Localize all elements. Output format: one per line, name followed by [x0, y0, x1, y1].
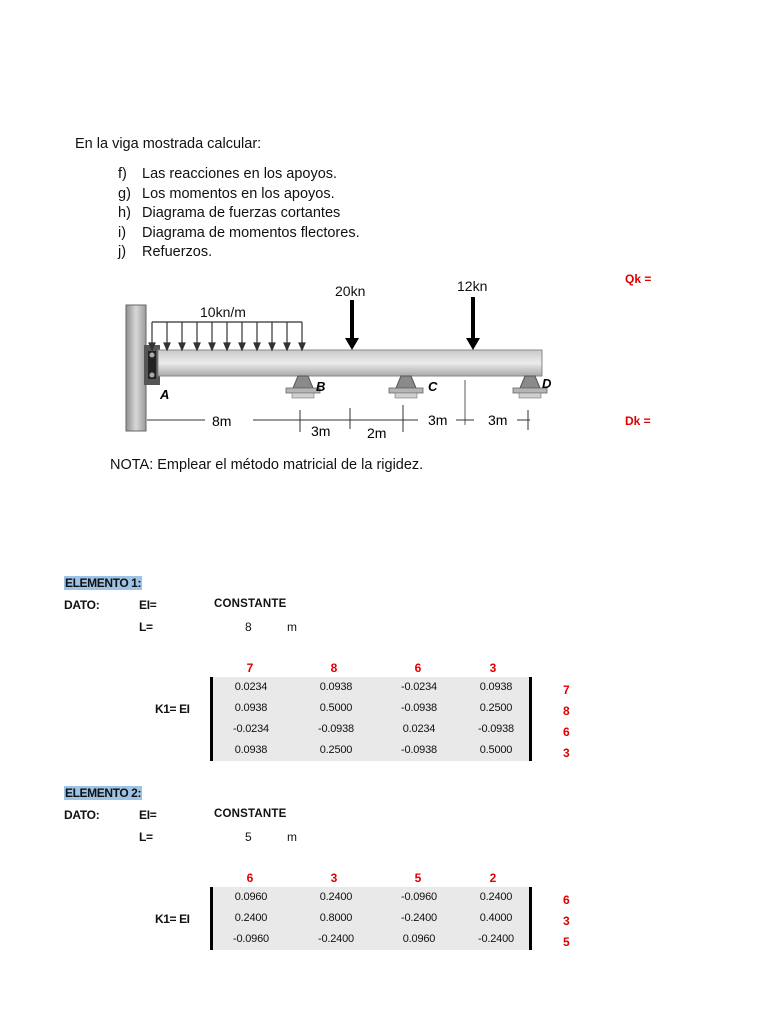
item-text: Los momentos en los apoyos.: [142, 185, 335, 202]
support-b: [286, 376, 320, 398]
load-arrow-head: [299, 343, 305, 350]
matrix-cell: -0.0938: [401, 702, 437, 714]
list-item: [118, 204, 360, 224]
load-arrow-head: [164, 343, 170, 350]
problem-intro: En la viga mostrada calcular:: [75, 136, 262, 152]
matrix-cell: 0.0960: [402, 933, 436, 945]
matrix-cell: 0.0938: [234, 744, 268, 756]
matrix-cell: -0.0960: [401, 891, 437, 903]
matrix-cell: 0.5000: [479, 744, 513, 756]
element-2-l-label: L=: [139, 830, 153, 844]
matrix-cell: -0.0234: [401, 681, 437, 693]
matrix-cell: -0.0938: [318, 723, 354, 735]
matrix-cell: -0.0938: [401, 744, 437, 756]
matrix-cell: 0.4000: [479, 912, 513, 924]
element-2-row-label: 5: [563, 935, 570, 949]
list-item: [118, 224, 360, 244]
point-load-12kn: [466, 297, 480, 350]
dim-3m-a: 3m: [311, 423, 331, 439]
matrix-cell: 0.2500: [319, 744, 353, 756]
dk-label: Dk =: [625, 414, 651, 428]
matrix-cell: 0.0960: [234, 891, 268, 903]
matrix-cell: 0.0938: [479, 681, 513, 693]
element-2-ei-value: CONSTANTE: [214, 808, 287, 820]
element-1-col-header: 6: [414, 661, 422, 675]
load-arrow-head: [224, 343, 230, 350]
load-arrow-head: [194, 343, 200, 350]
dim-3m-c: 3m: [488, 412, 508, 428]
element-1-row-label: 7: [563, 683, 570, 697]
support-c: [389, 376, 423, 398]
matrix-cell: -0.2400: [318, 933, 354, 945]
point-load-20kn: [345, 300, 359, 350]
matrix-cell: -0.0960: [233, 933, 269, 945]
task-list: [118, 165, 360, 263]
label-b: B: [316, 379, 326, 394]
element-1-ei-label: EI=: [139, 598, 157, 612]
beam: [158, 350, 542, 376]
qk-label: Qk =: [625, 272, 652, 286]
matrix-cell: 0.2500: [479, 702, 513, 714]
matrix-cell: -0.2400: [401, 912, 437, 924]
element-2-stiffness-matrix: [210, 887, 532, 950]
matrix-cell: 0.2400: [234, 912, 268, 924]
element-2-col-header: 6: [246, 871, 254, 885]
element-2-col-header: 3: [330, 871, 338, 885]
point-load-2-label: 12kn: [457, 278, 488, 294]
item-letter: h): [118, 205, 131, 221]
matrix-cell: 0.2400: [479, 891, 513, 903]
beam-diagram: [120, 275, 570, 445]
element-1-title: ELEMENTO 1:: [65, 576, 142, 590]
fixed-wall: [126, 305, 146, 431]
element-2-l-unit: m: [287, 830, 297, 844]
element-2-l-value: 5: [245, 830, 252, 844]
element-2-k-label: K1= EI: [155, 912, 190, 926]
element-1-ei-value: CONSTANTE: [214, 598, 287, 610]
dim-3m-b: 3m: [428, 412, 448, 428]
element-2-col-header: 5: [414, 871, 422, 885]
element-2-dato: DATO:: [64, 808, 100, 822]
item-letter: j): [118, 244, 127, 260]
matrix-cell: 0.8000: [319, 912, 353, 924]
load-arrow-head: [254, 343, 260, 350]
element-1-row-label: 3: [563, 746, 570, 760]
item-text: Diagrama de momentos flectores.: [142, 224, 360, 241]
label-c: C: [428, 379, 438, 394]
matrix-cell: -0.2400: [478, 933, 514, 945]
item-letter: f): [118, 166, 127, 182]
element-1-k-label: K1= EI: [155, 702, 190, 716]
item-text: Las reacciones en los apoyos.: [142, 166, 338, 182]
element-2-ei-label: EI=: [139, 808, 157, 822]
point-load-1-label: 20kn: [335, 283, 366, 299]
dim-8m: 8m: [212, 413, 232, 429]
dim-2m: 2m: [367, 425, 387, 441]
matrix-cell: 0.0234: [402, 723, 436, 735]
matrix-cell: 0.2400: [319, 891, 353, 903]
matrix-cell: 0.0938: [234, 702, 268, 714]
element-1-row-label: 8: [563, 704, 570, 718]
distributed-load: [149, 322, 305, 350]
element-1-stiffness-matrix: [210, 677, 532, 761]
element-2-row-label: 6: [563, 893, 570, 907]
item-letter: i): [118, 224, 127, 241]
distributed-load-label: 10kn/m: [200, 304, 246, 320]
matrix-cell: -0.0234: [233, 723, 269, 735]
item-letter: g): [118, 185, 131, 202]
dimension-lines: [147, 380, 530, 432]
load-arrow-head: [284, 343, 290, 350]
matrix-cell: 0.0234: [234, 681, 268, 693]
item-text: Refuerzos.: [142, 244, 213, 260]
load-arrow-head: [239, 343, 245, 350]
element-1-l-label: L=: [139, 620, 153, 634]
matrix-cell: -0.0938: [478, 723, 514, 735]
element-1-row-label: 6: [563, 725, 570, 739]
label-d: D: [542, 376, 552, 391]
load-arrow-head: [209, 343, 215, 350]
list-item: [118, 185, 360, 205]
load-arrow-head: [269, 343, 275, 350]
element-1-l-unit: m: [287, 620, 297, 634]
element-1-col-header: 7: [246, 661, 254, 675]
element-1-l-value: 8: [245, 620, 252, 634]
list-item: [118, 165, 360, 185]
label-a: A: [160, 387, 170, 402]
element-1-dato: DATO:: [64, 598, 100, 612]
element-2-col-header: 2: [489, 871, 497, 885]
list-item: [118, 243, 360, 263]
element-1-col-header: 3: [489, 661, 497, 675]
item-text: Diagrama de fuerzas cortantes: [142, 205, 341, 221]
element-2-row-label: 3: [563, 914, 570, 928]
nota-text: NOTA: Emplear el método matricial de la rigidez.: [110, 457, 424, 473]
element-1-col-header: 8: [330, 661, 338, 675]
load-arrow-head: [179, 343, 185, 350]
matrix-cell: 0.0938: [319, 681, 353, 693]
matrix-cell: 0.5000: [319, 702, 353, 714]
element-2-title: ELEMENTO 2:: [65, 786, 142, 800]
